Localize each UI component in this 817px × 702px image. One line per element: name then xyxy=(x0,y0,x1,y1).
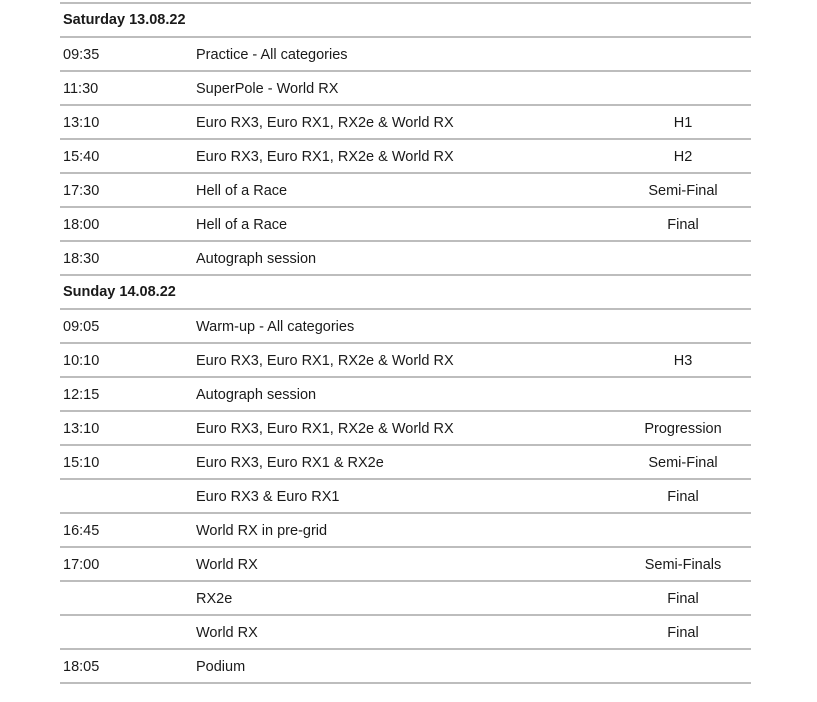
event-cell: Hell of a Race xyxy=(196,183,288,199)
event-cell: World RX xyxy=(196,625,258,641)
stage-cell: Progression xyxy=(644,421,722,437)
stage-cell: Final xyxy=(667,591,699,607)
schedule-row xyxy=(60,616,751,650)
event-cell: World RX in pre-grid xyxy=(196,523,328,539)
time-cell: 15:40 xyxy=(63,149,100,165)
event-cell: Euro RX3, Euro RX1, RX2e & World RX xyxy=(196,149,454,165)
time-cell: 10:10 xyxy=(63,353,100,369)
schedule-row xyxy=(60,208,751,242)
event-cell: Practice - All categories xyxy=(196,47,348,63)
event-cell: SuperPole - World RX xyxy=(196,81,339,97)
time-cell: 16:45 xyxy=(63,523,100,539)
schedule-row xyxy=(60,650,751,684)
day-label: Saturday 13.08.22 xyxy=(63,12,186,28)
schedule-row xyxy=(60,242,751,276)
stage-cell: Final xyxy=(667,217,699,233)
time-cell: 13:10 xyxy=(63,115,100,131)
time-cell: 13:10 xyxy=(63,421,100,437)
time-cell: 17:30 xyxy=(63,183,100,199)
time-cell: 18:05 xyxy=(63,659,100,675)
schedule-row xyxy=(60,514,751,548)
time-cell: 11:30 xyxy=(63,81,99,97)
schedule-row xyxy=(60,344,751,378)
event-cell: Euro RX3, Euro RX1, RX2e & World RX xyxy=(196,115,454,131)
schedule-row xyxy=(60,310,751,344)
stage-cell: Semi-Finals xyxy=(644,557,722,573)
event-cell: Warm-up - All categories xyxy=(196,319,355,335)
schedule-table xyxy=(60,2,751,684)
event-cell: Euro RX3, Euro RX1, RX2e & World RX xyxy=(196,353,454,369)
day-header xyxy=(60,4,751,38)
schedule-row xyxy=(60,480,751,514)
schedule-row xyxy=(60,38,751,72)
schedule-row xyxy=(60,106,751,140)
stage-cell: H2 xyxy=(673,149,693,165)
event-cell: Euro RX3, Euro RX1, RX2e & World RX xyxy=(196,421,454,437)
schedule-row xyxy=(60,446,751,480)
schedule-row xyxy=(60,582,751,616)
schedule-row xyxy=(60,412,751,446)
event-cell: World RX xyxy=(196,557,258,573)
time-cell: 18:30 xyxy=(63,251,100,267)
schedule-row xyxy=(60,72,751,106)
day-header xyxy=(60,276,751,310)
stage-cell: Semi-Final xyxy=(648,455,718,471)
time-cell: 15:10 xyxy=(63,455,100,471)
event-cell: Podium xyxy=(196,659,246,675)
schedule-row xyxy=(60,378,751,412)
event-cell: Autograph session xyxy=(196,251,317,267)
time-cell: 12:15 xyxy=(63,387,100,403)
time-cell: 17:00 xyxy=(63,557,100,573)
stage-cell: H3 xyxy=(673,353,693,369)
schedule-row xyxy=(60,140,751,174)
schedule-row xyxy=(60,548,751,582)
event-cell: RX2e xyxy=(196,591,233,607)
event-cell: Autograph session xyxy=(196,387,317,403)
schedule-row xyxy=(60,174,751,208)
stage-cell: Semi-Final xyxy=(648,183,718,199)
event-cell: Hell of a Race xyxy=(196,217,288,233)
stage-cell: Final xyxy=(667,489,699,505)
event-cell: Euro RX3 & Euro RX1 xyxy=(196,489,340,505)
time-cell: 18:00 xyxy=(63,217,100,233)
day-label: Sunday 14.08.22 xyxy=(63,284,176,300)
stage-cell: Final xyxy=(667,625,699,641)
event-cell: Euro RX3, Euro RX1 & RX2e xyxy=(196,455,384,471)
time-cell: 09:05 xyxy=(63,319,100,335)
stage-cell: H1 xyxy=(673,115,693,131)
time-cell: 09:35 xyxy=(63,47,100,63)
